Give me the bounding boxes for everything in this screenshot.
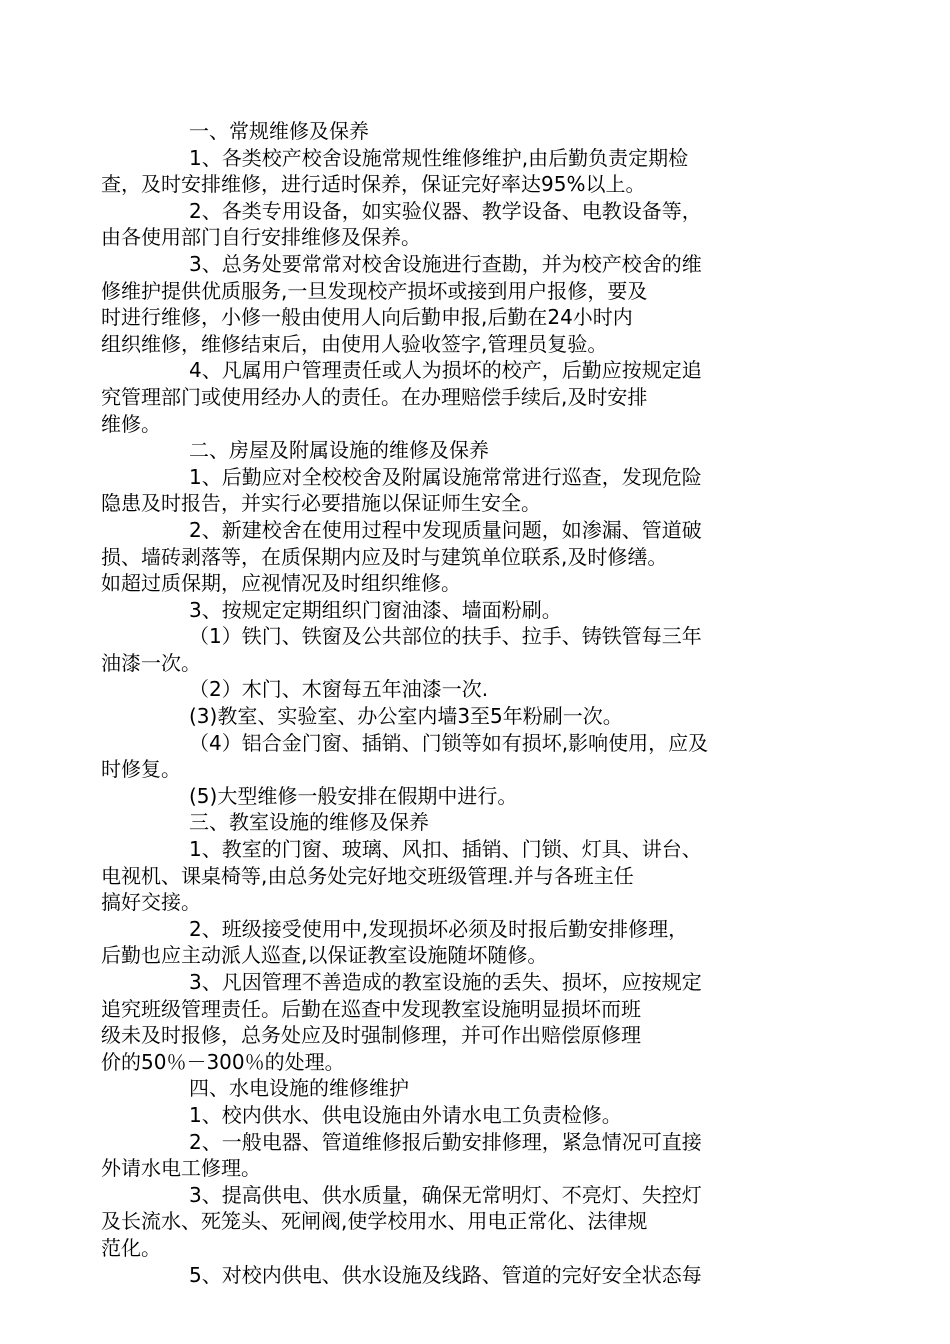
text-line: 时修复。 [101, 757, 181, 782]
text-line: 3、按规定定期组织门窗油漆、墙面粉刷。 [189, 597, 562, 622]
text-line: 如超过质保期，应视情况及时组织维修。 [101, 571, 461, 596]
text-line: 外请水电工修理。 [101, 1156, 261, 1181]
paragraph [101, 1129, 785, 1182]
text-line: 2、新建校舍在使用过程中发现质量问题，如渗漏、管道破 [189, 517, 702, 542]
text-line: 追究班级管理责任。后勤在巡查中发现教室设施明显损坏而班 [101, 996, 641, 1021]
text-line: 4、凡属用户管理责任或人为损坏的校产，后勤应按规定追 [189, 358, 702, 383]
text-line: 油漆一次。 [101, 650, 201, 675]
paragraph [145, 1102, 785, 1129]
paragraph [101, 198, 785, 251]
paragraph [145, 809, 785, 836]
paragraph [101, 916, 785, 969]
paragraph [145, 118, 785, 145]
text-line: 隐患及时报告，并实行必要措施以保证师生安全。 [101, 491, 541, 516]
text-line: 1、教室的门窗、玻璃、风扣、插销、门锁、灯具、讲台、 [189, 837, 702, 862]
paragraph [145, 783, 785, 810]
paragraph [145, 1262, 785, 1289]
text-line: 究管理部门或使用经办人的责任。在办理赔偿手续后,及时安排 [101, 384, 648, 409]
text-line: 2、班级接受使用中,发现损坏必须及时报后勤安排修理， [189, 916, 689, 941]
text-line: 5、对校内供电、供水设施及线路、管道的完好安全状态每 [189, 1262, 702, 1287]
text-line: 及长流水、死笼头、死闸阀,使学校用水、用电正常化、法律规 [101, 1209, 648, 1234]
text-line: 1、后勤应对全校校舍及附属设施常常进行巡查，发现危险 [189, 464, 702, 489]
text-line: 1、各类校产校舍设施常规性维修维护,由后勤负责定期检 [189, 145, 689, 170]
text-line: 搞好交接。 [101, 890, 201, 915]
paragraph [101, 357, 785, 437]
text-line: 2、各类专用设备，如实验仪器、教学设备、电教设备等， [189, 198, 702, 223]
paragraph [145, 703, 785, 730]
text-line: 二、房屋及附属设施的维修及保养 [189, 438, 489, 463]
paragraph [145, 437, 785, 464]
text-line: 3、提高供电、供水质量，确保无常明灯、不亮灯、失控灯 [189, 1182, 702, 1207]
text-line: 修维护提供优质服务,一旦发现校产损坏或接到用户报修，要及 [101, 278, 648, 303]
text-line: 价的50％－300％的处理。 [101, 1049, 345, 1074]
text-line: （1）铁门、铁窗及公共部位的扶手、拉手、铸铁管每三年 [189, 624, 702, 649]
paragraph [101, 1182, 785, 1262]
text-line: 2、一般电器、管道维修报后勤安排修理，紧急情况可直接 [189, 1129, 702, 1154]
text-line: 由各使用部门自行安排维修及保养。 [101, 225, 421, 250]
document-body [101, 118, 785, 1288]
text-line: 组织维修，维修结束后，由使用人验收签字,管理员复验。 [101, 331, 608, 356]
paragraph [101, 251, 785, 357]
text-line: 3、总务处要常常对校舍设施进行查勘，并为校产校舍的维 [189, 251, 702, 276]
text-line: （4）铝合金门窗、插销、门锁等如有损坏,影响使用，应及 [189, 730, 709, 755]
text-line: 一、常规维修及保养 [189, 119, 369, 143]
text-line: (3)教室、实验室、办公室内墙3至5年粉刷一次。 [189, 704, 623, 729]
text-line: 时进行维修，小修一般由使用人向后勤申报,后勤在24小时内 [101, 305, 633, 330]
text-line: 后勤也应主动派人巡查,以保证教室设施随坏随修。 [101, 943, 548, 968]
text-line: 三、教室设施的维修及保养 [189, 810, 429, 835]
paragraph [101, 730, 785, 783]
text-line: 四、水电设施的维修维护 [189, 1076, 409, 1101]
text-line: （2）木门、木窗每五年油漆一次. [189, 677, 489, 702]
text-line: 1、校内供水、供电设施由外请水电工负责检修。 [189, 1102, 622, 1127]
text-line: 级未及时报修，总务处应及时强制修理，并可作出赔偿原修理 [101, 1023, 641, 1048]
text-line: (5)大型维修一般安排在假期中进行。 [189, 783, 518, 808]
text-line: 3、凡因管理不善造成的教室设施的丢失、损坏，应按规定 [189, 970, 702, 994]
paragraph [101, 623, 785, 676]
paragraph [101, 464, 785, 517]
paragraph [145, 676, 785, 703]
paragraph [101, 517, 785, 597]
text-line: 维修。 [101, 411, 161, 436]
text-line: 查，及时安排维修，进行适时保养，保证完好率达95%以上。 [101, 172, 646, 197]
paragraph [101, 836, 785, 916]
paragraph [145, 597, 785, 624]
text-line: 损、墙砖剥落等，在质保期内应及时与建筑单位联系,及时修缮。 [101, 544, 668, 569]
text-line: 电视机、课桌椅等,由总务处完好地交班级管理.并与各班主任 [101, 863, 634, 888]
text-line: 范化。 [101, 1235, 161, 1260]
paragraph [101, 145, 785, 198]
paragraph [101, 969, 785, 1075]
paragraph [145, 1075, 785, 1102]
